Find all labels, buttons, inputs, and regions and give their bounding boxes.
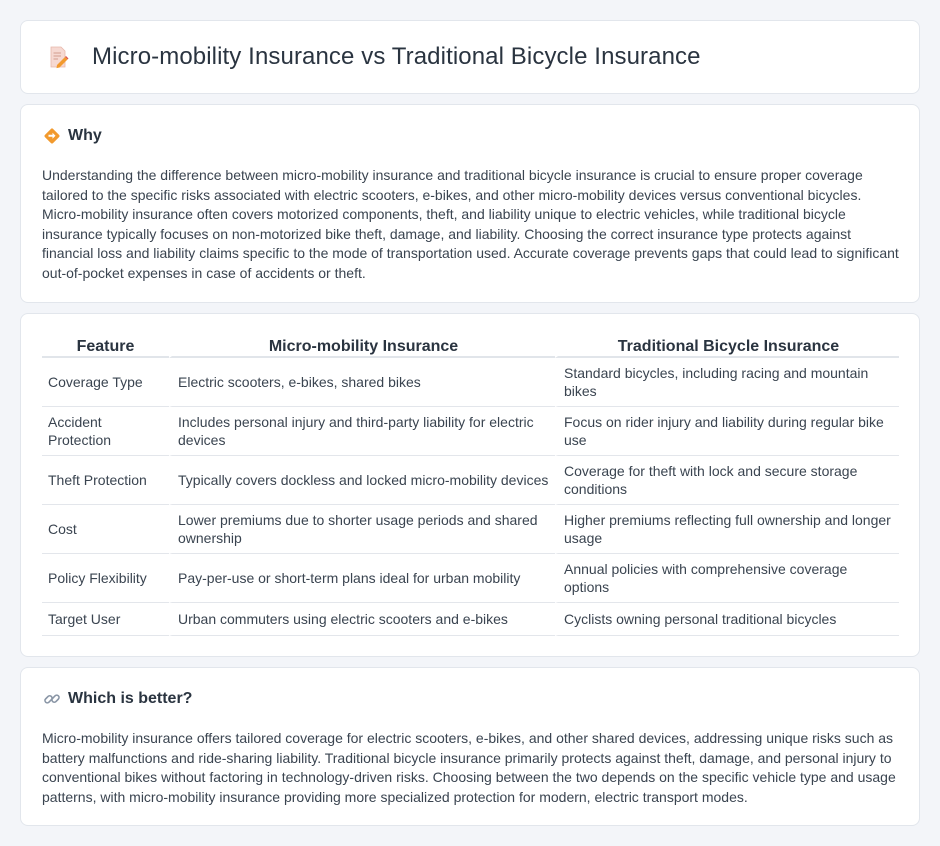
micro-mobility-cell: Includes personal injury and third-party liability for electric devices <box>169 407 555 456</box>
traditional-cell: Standard bicycles, including racing and mountain bikes <box>555 358 899 407</box>
table-row <box>42 554 899 603</box>
traditional-cell: Coverage for theft with lock and secure storage conditions <box>555 456 899 505</box>
column-header-micro-mobility: Micro-mobility Insurance <box>169 335 555 358</box>
table-header-row <box>42 335 899 358</box>
column-header-feature: Feature <box>42 335 169 358</box>
micro-mobility-cell: Lower premiums due to shorter usage periods and shared ownership <box>169 505 555 554</box>
diamond-arrow-icon <box>43 127 61 145</box>
micro-mobility-cell: Typically covers dockless and locked micro-mobility devices <box>169 456 555 505</box>
why-text: Understanding the difference between micro-mobility insurance and traditional bicycle insurance is crucial to ensure proper coverage tailored to the specific risks associated with electric scooters, e-bikes, and other micro-mobility devices versus conventional bicycles. Micro-mobility insurance often covers motorized components, theft, and liability unique to electric vehicles, while traditional bicycle insurance typically focuses on non-motorized bike theft, damage, and liability. Choosing the correct insurance type protects against financial loss and liability claims specific to the mode of transportation used. Accurate coverage prevents gaps that could lead to significant out-of-pocket expenses in case of accidents or theft. <box>42 167 899 281</box>
column-header-traditional: Traditional Bicycle Insurance <box>555 335 899 358</box>
micro-mobility-cell: Electric scooters, e-bikes, shared bikes <box>169 358 555 407</box>
feature-cell: Cost <box>42 505 169 554</box>
feature-cell: Theft Protection <box>42 456 169 505</box>
feature-cell: Policy Flexibility <box>42 554 169 603</box>
table-row <box>42 407 899 456</box>
header-card <box>20 20 920 94</box>
feature-cell: Coverage Type <box>42 358 169 407</box>
why-section <box>20 104 920 303</box>
which-is-better-section <box>20 667 920 826</box>
comparison-table <box>42 335 899 636</box>
page-title: Micro-mobility Insurance vs Traditional Bicycle Insurance <box>92 43 701 70</box>
feature-cell: Accident Protection <box>42 407 169 456</box>
traditional-cell: Higher premiums reflecting full ownership and longer usage <box>555 505 899 554</box>
table-row <box>42 456 899 505</box>
micro-mobility-cell: Pay-per-use or short-term plans ideal for urban mobility <box>169 554 555 603</box>
which-is-better-text: Micro-mobility insurance offers tailored coverage for electric scooters, e-bikes, and other shared devices, addressing unique risks such as battery malfunctions and ride-sharing liability. Traditional bicycle insurance primarily protects against theft, damage, and personal injury to conventional bikes without factoring in technology-driven risks. Choosing between the two depends on the specific vehicle type and usage patterns, with micro-mobility insurance providing more specialized protection for modern, electric transport modes. <box>42 730 896 805</box>
comparison-section <box>20 313 920 657</box>
table-row <box>42 358 899 407</box>
link-icon <box>43 690 61 708</box>
traditional-cell: Cyclists owning personal traditional bicycles <box>555 603 899 636</box>
which-is-better-title: Which is better? <box>68 690 193 707</box>
table-row <box>42 505 899 554</box>
traditional-cell: Focus on rider injury and liability during regular bike use <box>555 407 899 456</box>
micro-mobility-cell: Urban commuters using electric scooters and e-bikes <box>169 603 555 636</box>
feature-cell: Target User <box>42 603 169 636</box>
traditional-cell: Annual policies with comprehensive coverage options <box>555 554 899 603</box>
why-title: Why <box>68 127 102 144</box>
table-row <box>42 603 899 636</box>
document-pencil-icon <box>46 45 70 69</box>
